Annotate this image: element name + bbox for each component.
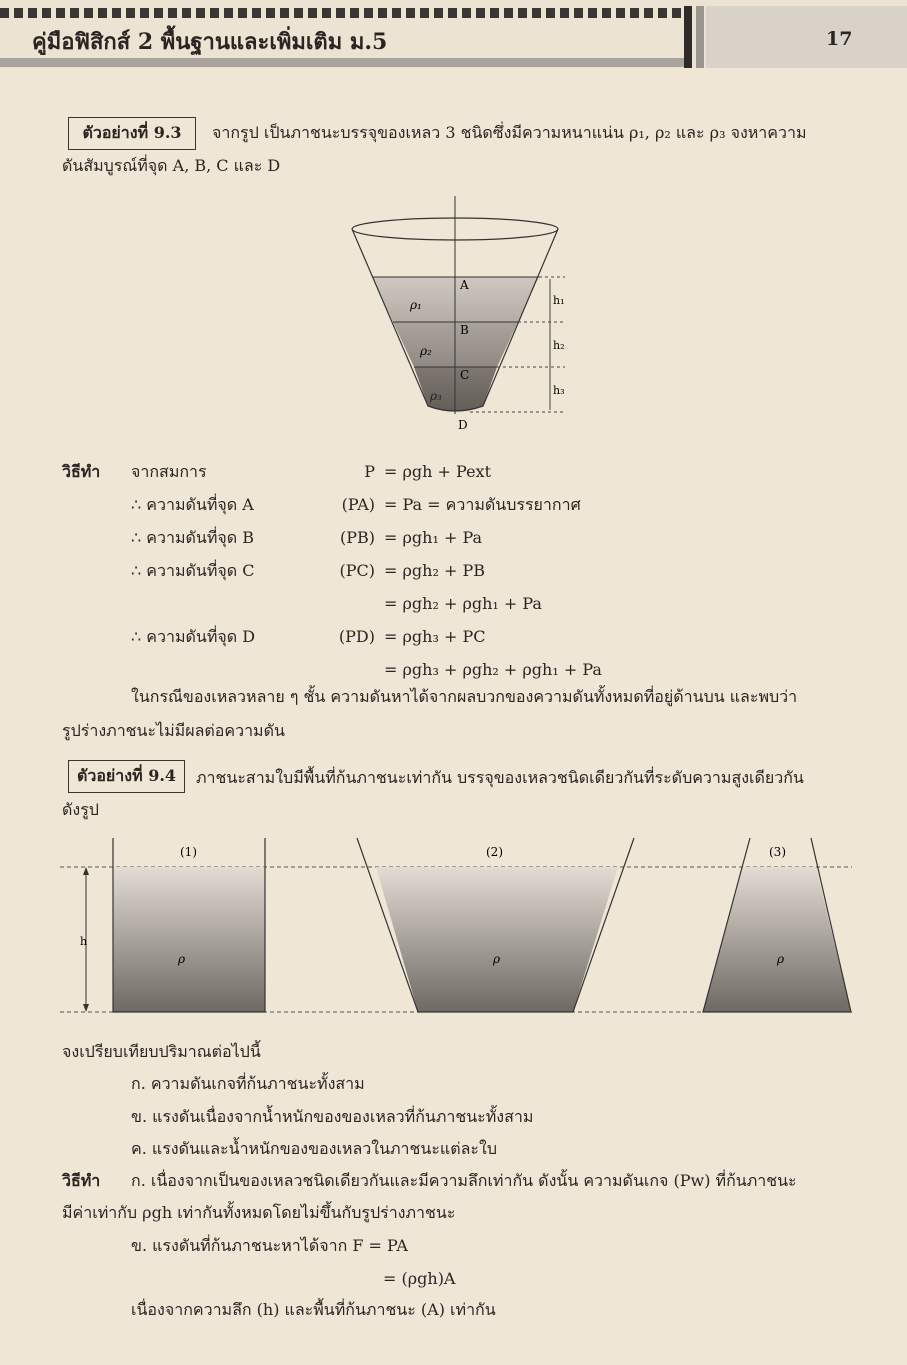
solution-94-a-1: ก. เนื่องจากเป็นของเหลวชนิดเดียวกันและมีความลึกเท่ากัน ดังนั้น ความดันเกจ (Pw) ที่ก้นภาชนะ	[131, 1171, 797, 1190]
example-94-question-1: ภาชนะสามใบมีพื้นที่ก้นภาชนะเท่ากัน บรรจุของเหลวชนิดเดียวกันที่ระดับความสูงเดียวกัน	[196, 768, 804, 787]
example-94-label: ตัวอย่างที่ 9.4	[68, 760, 185, 793]
point-a-label: A	[460, 278, 469, 292]
example-93-conclusion-1: ในกรณีของเหลวหลาย ๆ ชั้น ความดันหาได้จากผลบวกของความดันทั้งหมดที่อยู่ด้านบน และพบว่า	[131, 687, 798, 706]
rho2-label: ρ₂	[420, 344, 432, 358]
header-page-box	[706, 6, 907, 68]
h3-label: h₃	[553, 384, 565, 397]
rho-label-2: ρ	[493, 952, 501, 966]
item-b: ข. แรงดันเนื่องจากน้ำหนักของของเหลวที่ก้นภาชนะทั้งสาม	[131, 1107, 534, 1126]
solution-step-text: ∴ ความดันที่จุด B	[131, 528, 254, 547]
container-2-liquid	[376, 867, 618, 1012]
example-93-question-1: จากรูป เป็นภาชนะบรรจุของเหลว 3 ชนิดซึ่งมีความหนาแน่น ρ₁, ρ₂ และ ρ₃ จงหาความ	[212, 123, 807, 142]
rho1-label: ρ₁	[410, 298, 422, 312]
header-divider	[684, 6, 692, 68]
figure-three-containers	[0, 830, 907, 1025]
solution-step-lhs: P	[364, 462, 375, 481]
rho-label-3: ρ	[777, 952, 785, 966]
header-dotted-rule	[0, 8, 682, 18]
page-number: 17	[826, 28, 853, 50]
h-label: h	[80, 935, 88, 948]
solution-step-rhs: = ρgh₃ + ρgh₂ + ρgh₁ + Pa	[384, 660, 602, 679]
compare-intro: จงเปรียบเทียบปริมาณต่อไปนี้	[62, 1042, 261, 1061]
solution-step-rhs: = ρgh₁ + Pa	[384, 528, 483, 547]
container-3-label: (3)	[769, 845, 786, 859]
h1-label: h₁	[553, 294, 565, 307]
solution-step-lhs: (PA)	[341, 495, 375, 514]
solution-94-b-3: เนื่องจากความลึก (h) และพื้นที่ก้นภาชนะ (A) เท่ากัน	[131, 1300, 496, 1319]
item-c: ค. แรงดันและน้ำหนักของของเหลวในภาชนะแต่ละใบ	[131, 1139, 497, 1158]
solution-step-rhs: = Pa = ความดันบรรยากาศ	[384, 495, 581, 514]
container-3-liquid	[703, 867, 851, 1012]
solution-step-text: ∴ ความดันที่จุด A	[131, 495, 254, 514]
solution-94-b-1: ข. แรงดันที่ก้นภาชนะหาได้จาก F = PA	[131, 1236, 408, 1255]
point-c-label: C	[460, 368, 470, 382]
example-94-question-2: ดังรูป	[62, 800, 99, 819]
container-2-label: (2)	[486, 845, 503, 859]
solution-step-rhs: = ρgh₂ + ρgh₁ + Pa	[384, 594, 542, 613]
solution-step-rhs: = ρgh₂ + PB	[384, 561, 485, 580]
solution-93-label: วิธีทำ	[62, 462, 101, 481]
example-93-question-2: ดันสัมบูรณ์ที่จุด A, B, C และ D	[62, 156, 281, 175]
solution-step-rhs: = ρgh + Pext	[384, 462, 491, 481]
book-title: คู่มือฟิสิกส์ 2 พื้นฐานและเพิ่มเติม ม.5	[32, 29, 388, 55]
solution-94-b-2: = (ρgh)A	[383, 1269, 456, 1288]
point-b-label: B	[460, 323, 469, 337]
container-1-liquid	[113, 867, 265, 1012]
solution-step-text: จากสมการ	[131, 462, 207, 481]
solution-step-text: ∴ ความดันที่จุด D	[131, 627, 256, 646]
point-d-label: D	[458, 418, 468, 432]
solution-94-label: วิธีทำ	[62, 1171, 101, 1190]
header-divider-grey	[696, 6, 704, 68]
solution-step-lhs: (PB)	[339, 528, 375, 547]
solution-step-rhs: = ρgh₃ + PC	[384, 627, 486, 646]
solution-step-lhs: (PC)	[339, 561, 375, 580]
figure-cone-layers	[0, 180, 907, 440]
rho-label-1: ρ	[178, 952, 186, 966]
container-1-label: (1)	[180, 845, 197, 859]
item-a: ก. ความดันเกจที่ก้นภาชนะทั้งสาม	[131, 1074, 365, 1093]
solution-94-a-2: มีค่าเท่ากับ ρgh เท่ากันทั้งหมดโดยไม่ขึ้นกับรูปร่างภาชนะ	[62, 1203, 456, 1222]
solution-step-text: ∴ ความดันที่จุด C	[131, 561, 255, 580]
example-93-label: ตัวอย่างที่ 9.3	[68, 117, 196, 150]
h2-label: h₂	[553, 339, 565, 352]
rho3-label: ρ₃	[430, 389, 442, 403]
example-93-conclusion-2: รูปร่างภาชนะไม่มีผลต่อความดัน	[62, 721, 285, 740]
solution-step-lhs: (PD)	[338, 627, 375, 646]
header-grey-rule	[0, 58, 684, 67]
